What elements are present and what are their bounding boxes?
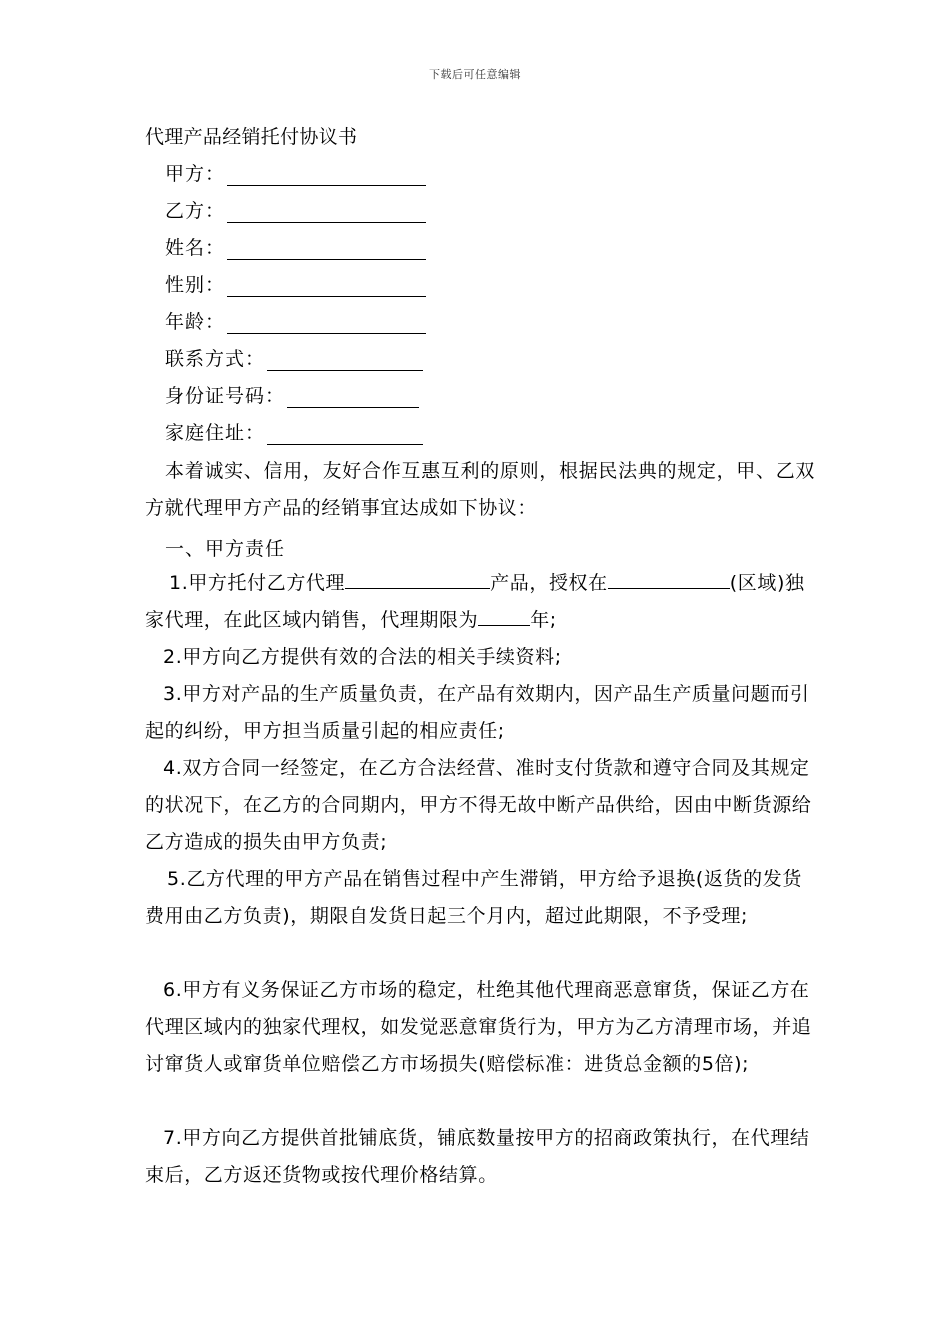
- clause-2: 2.甲方向乙方提供有效的合法的相关手续资料;: [163, 646, 562, 668]
- header-note: 下载后可任意编辑: [429, 68, 521, 81]
- field-label: 甲方：: [165, 163, 226, 185]
- clause-text: 1.甲方托付乙方代理: [169, 572, 346, 594]
- fill-in-blank[interactable]: [227, 311, 426, 334]
- fill-in-blank[interactable]: [227, 274, 426, 297]
- clause-text: 产品，授权在: [490, 572, 608, 594]
- field-party-a: [165, 158, 426, 186]
- field-label: 家庭住址：: [165, 422, 266, 444]
- clause-text: 年;: [530, 609, 557, 631]
- fill-in-blank[interactable]: [227, 200, 426, 223]
- clause-text: (区域)独家代理，在此区域内销售，代理期限为: [145, 572, 805, 631]
- fill-in-blank[interactable]: [267, 348, 423, 371]
- fill-in-blank[interactable]: [287, 385, 419, 408]
- clause-4: 4.双方合同一经签定，在乙方合法经营、准时支付货款和遵守合同及其规定的状况下，在乙方的合同期内，甲方不得无故中断产品供给，因由中断货源给乙方造成的损失由甲方负责;: [145, 757, 812, 853]
- field-label: 年龄：: [165, 311, 226, 333]
- field-label: 乙方：: [165, 200, 226, 222]
- fill-in-blank[interactable]: [478, 605, 530, 626]
- clause-3: 3.甲方对产品的生产质量负责，在产品有效期内，因产品生产质量问题而引起的纠纷，甲方担当质量引起的相应责任;: [145, 683, 810, 742]
- field-label: 身份证号码：: [165, 385, 286, 407]
- fill-in-blank[interactable]: [227, 163, 426, 186]
- field-age: [165, 306, 426, 334]
- clause-1: [145, 565, 815, 639]
- section-heading: 一、甲方责任: [165, 538, 286, 560]
- field-address: [165, 417, 423, 445]
- fill-in-blank[interactable]: [267, 422, 423, 445]
- field-label: 性别：: [165, 274, 226, 296]
- fill-in-blank[interactable]: [227, 237, 426, 260]
- field-id-number: [165, 380, 419, 408]
- fill-in-blank[interactable]: [345, 568, 490, 589]
- fill-in-blank[interactable]: [608, 568, 730, 589]
- clause-7: 7.甲方向乙方提供首批铺底货，铺底数量按甲方的招商政策执行，在代理结束后，乙方返还货物或按代理价格结算。: [145, 1127, 810, 1186]
- field-gender: [165, 269, 426, 297]
- intro-paragraph: 本着诚实、信用，友好合作互惠互利的原则，根据民法典的规定，甲、乙双方就代理甲方产品的经销事宜达成如下协议：: [145, 460, 815, 519]
- field-label: 联系方式：: [165, 348, 266, 370]
- field-contact: [165, 343, 423, 371]
- field-label: 姓名：: [165, 237, 226, 259]
- field-name: [165, 232, 426, 260]
- clause-6: 6.甲方有义务保证乙方市场的稳定，杜绝其他代理商恶意窜货，保证乙方在代理区域内的独家代理权，如发觉恶意窜货行为，甲方为乙方清理市场，并追讨窜货人或窜货单位赔偿乙方市场损失(赔偿标准：进货总金额的5倍);: [145, 979, 812, 1075]
- clause-5: 5.乙方代理的甲方产品在销售过程中产生滞销，甲方给予退换(返货的发货费用由乙方负责)，期限自发货日起三个月内，超过此期限，不予受理;: [145, 868, 802, 927]
- document-title: 代理产品经销托付协议书: [145, 126, 358, 148]
- field-party-b: [165, 195, 426, 223]
